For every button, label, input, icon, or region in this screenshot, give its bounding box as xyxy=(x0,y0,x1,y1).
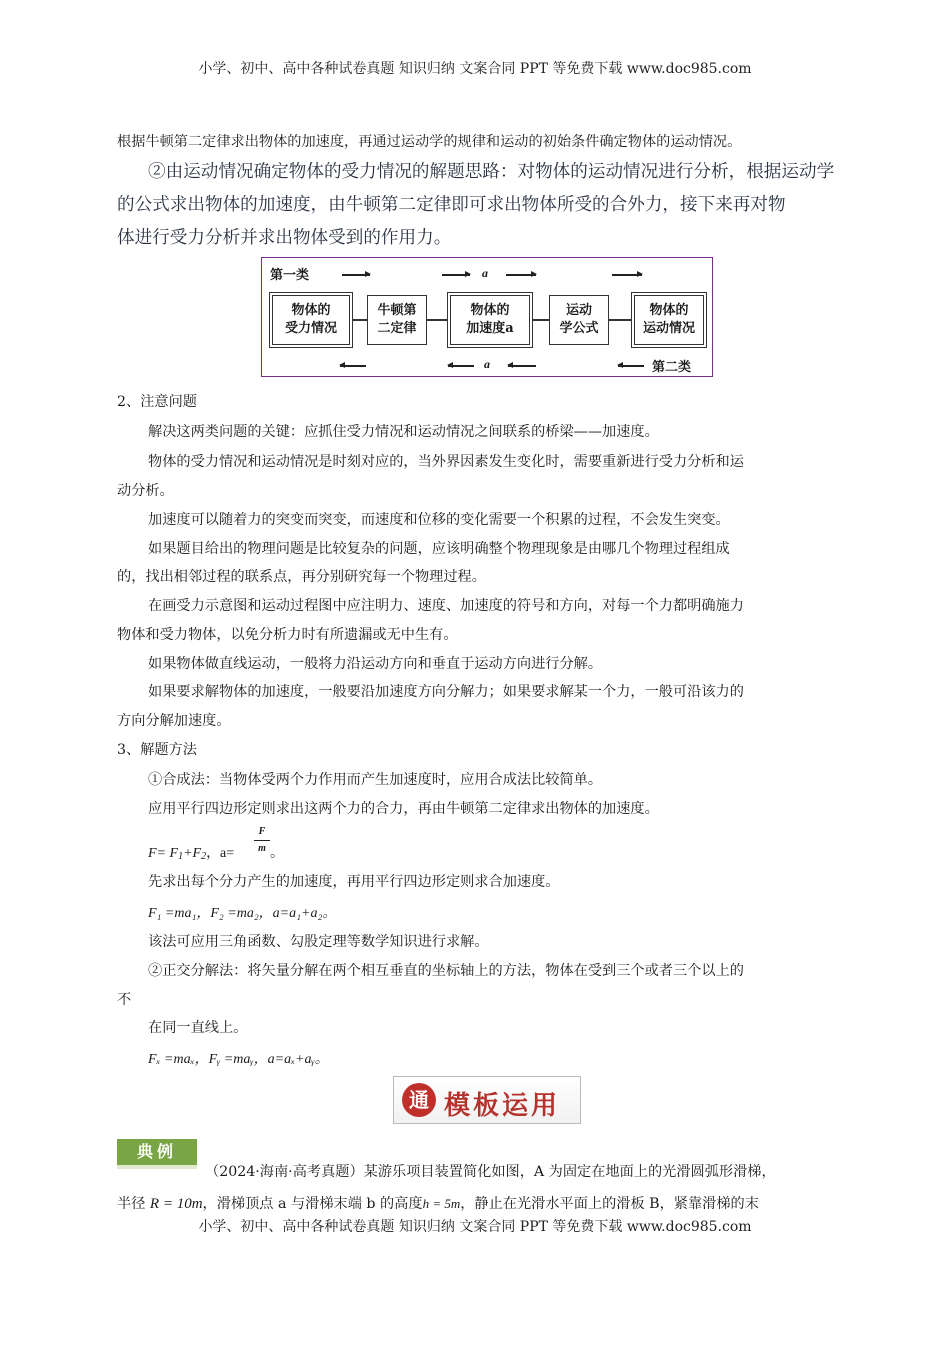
box-acceleration: 物体的 加速度a xyxy=(450,295,530,345)
page-header: 小学、初中、高中各种试卷真题 知识归纳 文案合同 PPT 等免费下载 www.doc985.com xyxy=(198,61,752,77)
box-newton-second-law: 牛顿第 二定律 xyxy=(367,295,427,345)
box-motion-situation: 物体的 运动情况 xyxy=(634,295,704,345)
section-2-title: 2、注意问题 xyxy=(117,394,197,410)
section-2-line-5a: 在画受力示意图和运动过程图中应注明力、速度、加速度的符号和方向，对每一个力都明确施力 xyxy=(148,598,744,614)
section-2-line-5b: 物体和受力物体，以免分析力时有所遗漏或无中生有。 xyxy=(117,627,458,643)
box-kinematic-formula: 运动 学公式 xyxy=(549,295,609,345)
section-2-line-4b: 的，找出相邻过程的联系点，再分别研究每一个物理过程。 xyxy=(117,569,486,585)
example-line-1: （2024·海南·高考真题）某游乐项目装置简化如图，A 为固定在地面上的光滑圆弧形滑梯， xyxy=(205,1164,776,1180)
intro-p2-line-1: ②由运动情况确定物体的受力情况的解题思路：对物体的运动情况进行分析，根据运动学 xyxy=(148,162,835,182)
fraction-f-over-m xyxy=(254,826,270,855)
fraction-bar xyxy=(254,840,270,841)
example-line-2-mid: ，滑梯顶点 a 与滑梯末端 b 的高度 xyxy=(202,1196,423,1212)
intro-line-1: 根据牛顿第二定律求出物体的加速度，再通过运动学的规律和运动的初始条件确定物体的运动情况。 xyxy=(117,134,742,150)
method-2-line-2: 不 xyxy=(117,992,132,1008)
example-radius-value: R = 10m xyxy=(149,1196,203,1212)
arrow-left-3 xyxy=(508,365,536,367)
section-2-line-2a: 物体的受力情况和运动情况是时刻对应的，当外界因素发生变化时，需要重新进行受力分析和运 xyxy=(148,454,744,470)
example-line-2-prefix: 半径 xyxy=(117,1196,146,1212)
arrow-left-2 xyxy=(448,365,474,367)
section-2-line-3: 加速度可以随着力的突变而突变，而速度和位移的变化需要一个积累的过程，不会发生突变。 xyxy=(148,512,730,528)
method-2-line-3: 在同一直线上。 xyxy=(148,1020,248,1036)
example-line-2-end: ，静止在光滑水平面上的滑板 B，紧靠滑梯的末 xyxy=(460,1196,759,1212)
seal-icon: 通 xyxy=(402,1083,436,1117)
first-class-label: 第一类 xyxy=(270,268,310,283)
section-2-line-2b: 动分析。 xyxy=(117,483,174,499)
connector-4 xyxy=(609,319,631,321)
formula-1-a: ，a= xyxy=(206,846,235,861)
example-tag: 典例 xyxy=(117,1139,197,1165)
formula-1-end: 。 xyxy=(270,846,284,861)
page-footer: 小学、初中、高中各种试卷真题 知识归纳 文案合同 PPT 等免费下载 www.doc985.com xyxy=(198,1219,752,1235)
method-1-line-3: 先求出每个分力产生的加速度，再用平行四边形定则求合加速度。 xyxy=(148,874,560,890)
second-class-label: 第二类 xyxy=(652,360,692,375)
formula-1-prefix: F= F xyxy=(148,846,179,861)
section-2-line-6: 如果物体做直线运动，一般将力沿运动方向和垂直于运动方向进行分解。 xyxy=(148,656,603,672)
banner-title: 模板运用 xyxy=(444,1091,561,1121)
arrow-right-1 xyxy=(342,274,370,276)
example-line-2 xyxy=(117,1193,759,1213)
formula-1-mid: +F xyxy=(183,846,202,861)
intro-p2-line-3: 体进行受力分析并求出物体受到的作用力。 xyxy=(117,228,452,248)
example-tag-shadow xyxy=(117,1165,197,1169)
example-height-value: h = 5m xyxy=(422,1196,461,1211)
arrow-right-4 xyxy=(612,274,642,276)
section-2-line-1: 解决这两类问题的关键：应抓住受力情况和运动情况之间联系的桥梁——加速度。 xyxy=(148,424,659,440)
formula-component-accelerations: F₁ =ma₁，F₂ =ma₂，a=a₁+a₂。 xyxy=(148,906,337,921)
method-2-line-1: ②正交分解法：将矢量分解在两个相互垂直的坐标轴上的方法，物体在受到三个或者三个以上的 xyxy=(148,963,744,979)
arrow-left-1 xyxy=(340,365,366,367)
formula-resultant: $F= F_1+F_2$，a= xyxy=(148,846,235,862)
method-1-line-1: ①合成法：当物体受两个力作用而产生加速度时，应用合成法比较简单。 xyxy=(148,772,603,788)
method-1-line-2: 应用平行四边形定则求出这两个力的合力，再由牛顿第二定律求出物体的加速度。 xyxy=(148,801,659,817)
intro-p2-line-2: 的公式求出物体的加速度，由牛顿第二定律即可求出物体所受的合外力，接下来再对物 xyxy=(117,195,786,215)
fraction-numerator: F xyxy=(258,826,266,837)
acceleration-label-top: a xyxy=(482,266,488,280)
connector-3 xyxy=(533,319,549,321)
flow-diagram xyxy=(261,257,713,377)
acceleration-label-bottom: a xyxy=(484,357,490,371)
fraction-denominator: m xyxy=(258,843,266,854)
template-usage-banner xyxy=(393,1076,581,1124)
arrow-left-4 xyxy=(618,365,644,367)
formula-orthogonal: Fₓ =maₓ，Fᵧ =maᵧ，a=aₓ+aᵧ。 xyxy=(148,1052,329,1067)
method-1-line-4: 该法可应用三角函数、勾股定理等数学知识进行求解。 xyxy=(148,934,489,950)
box-force-situation: 物体的 受力情况 xyxy=(272,295,350,345)
arrow-right-2 xyxy=(442,274,470,276)
connector-1 xyxy=(353,319,367,321)
connector-2 xyxy=(427,319,447,321)
section-2-line-7b: 方向分解加速度。 xyxy=(117,713,231,729)
section-2-line-7a: 如果要求解物体的加速度，一般要沿加速度方向分解力；如果要求解某一个力，一般可沿该力的 xyxy=(148,684,744,700)
section-2-line-4a: 如果题目给出的物理问题是比较复杂的问题，应该明确整个物理现象是由哪几个物理过程组成 xyxy=(148,541,730,557)
arrow-right-3 xyxy=(506,274,536,276)
section-3-title: 3、解题方法 xyxy=(117,742,197,758)
